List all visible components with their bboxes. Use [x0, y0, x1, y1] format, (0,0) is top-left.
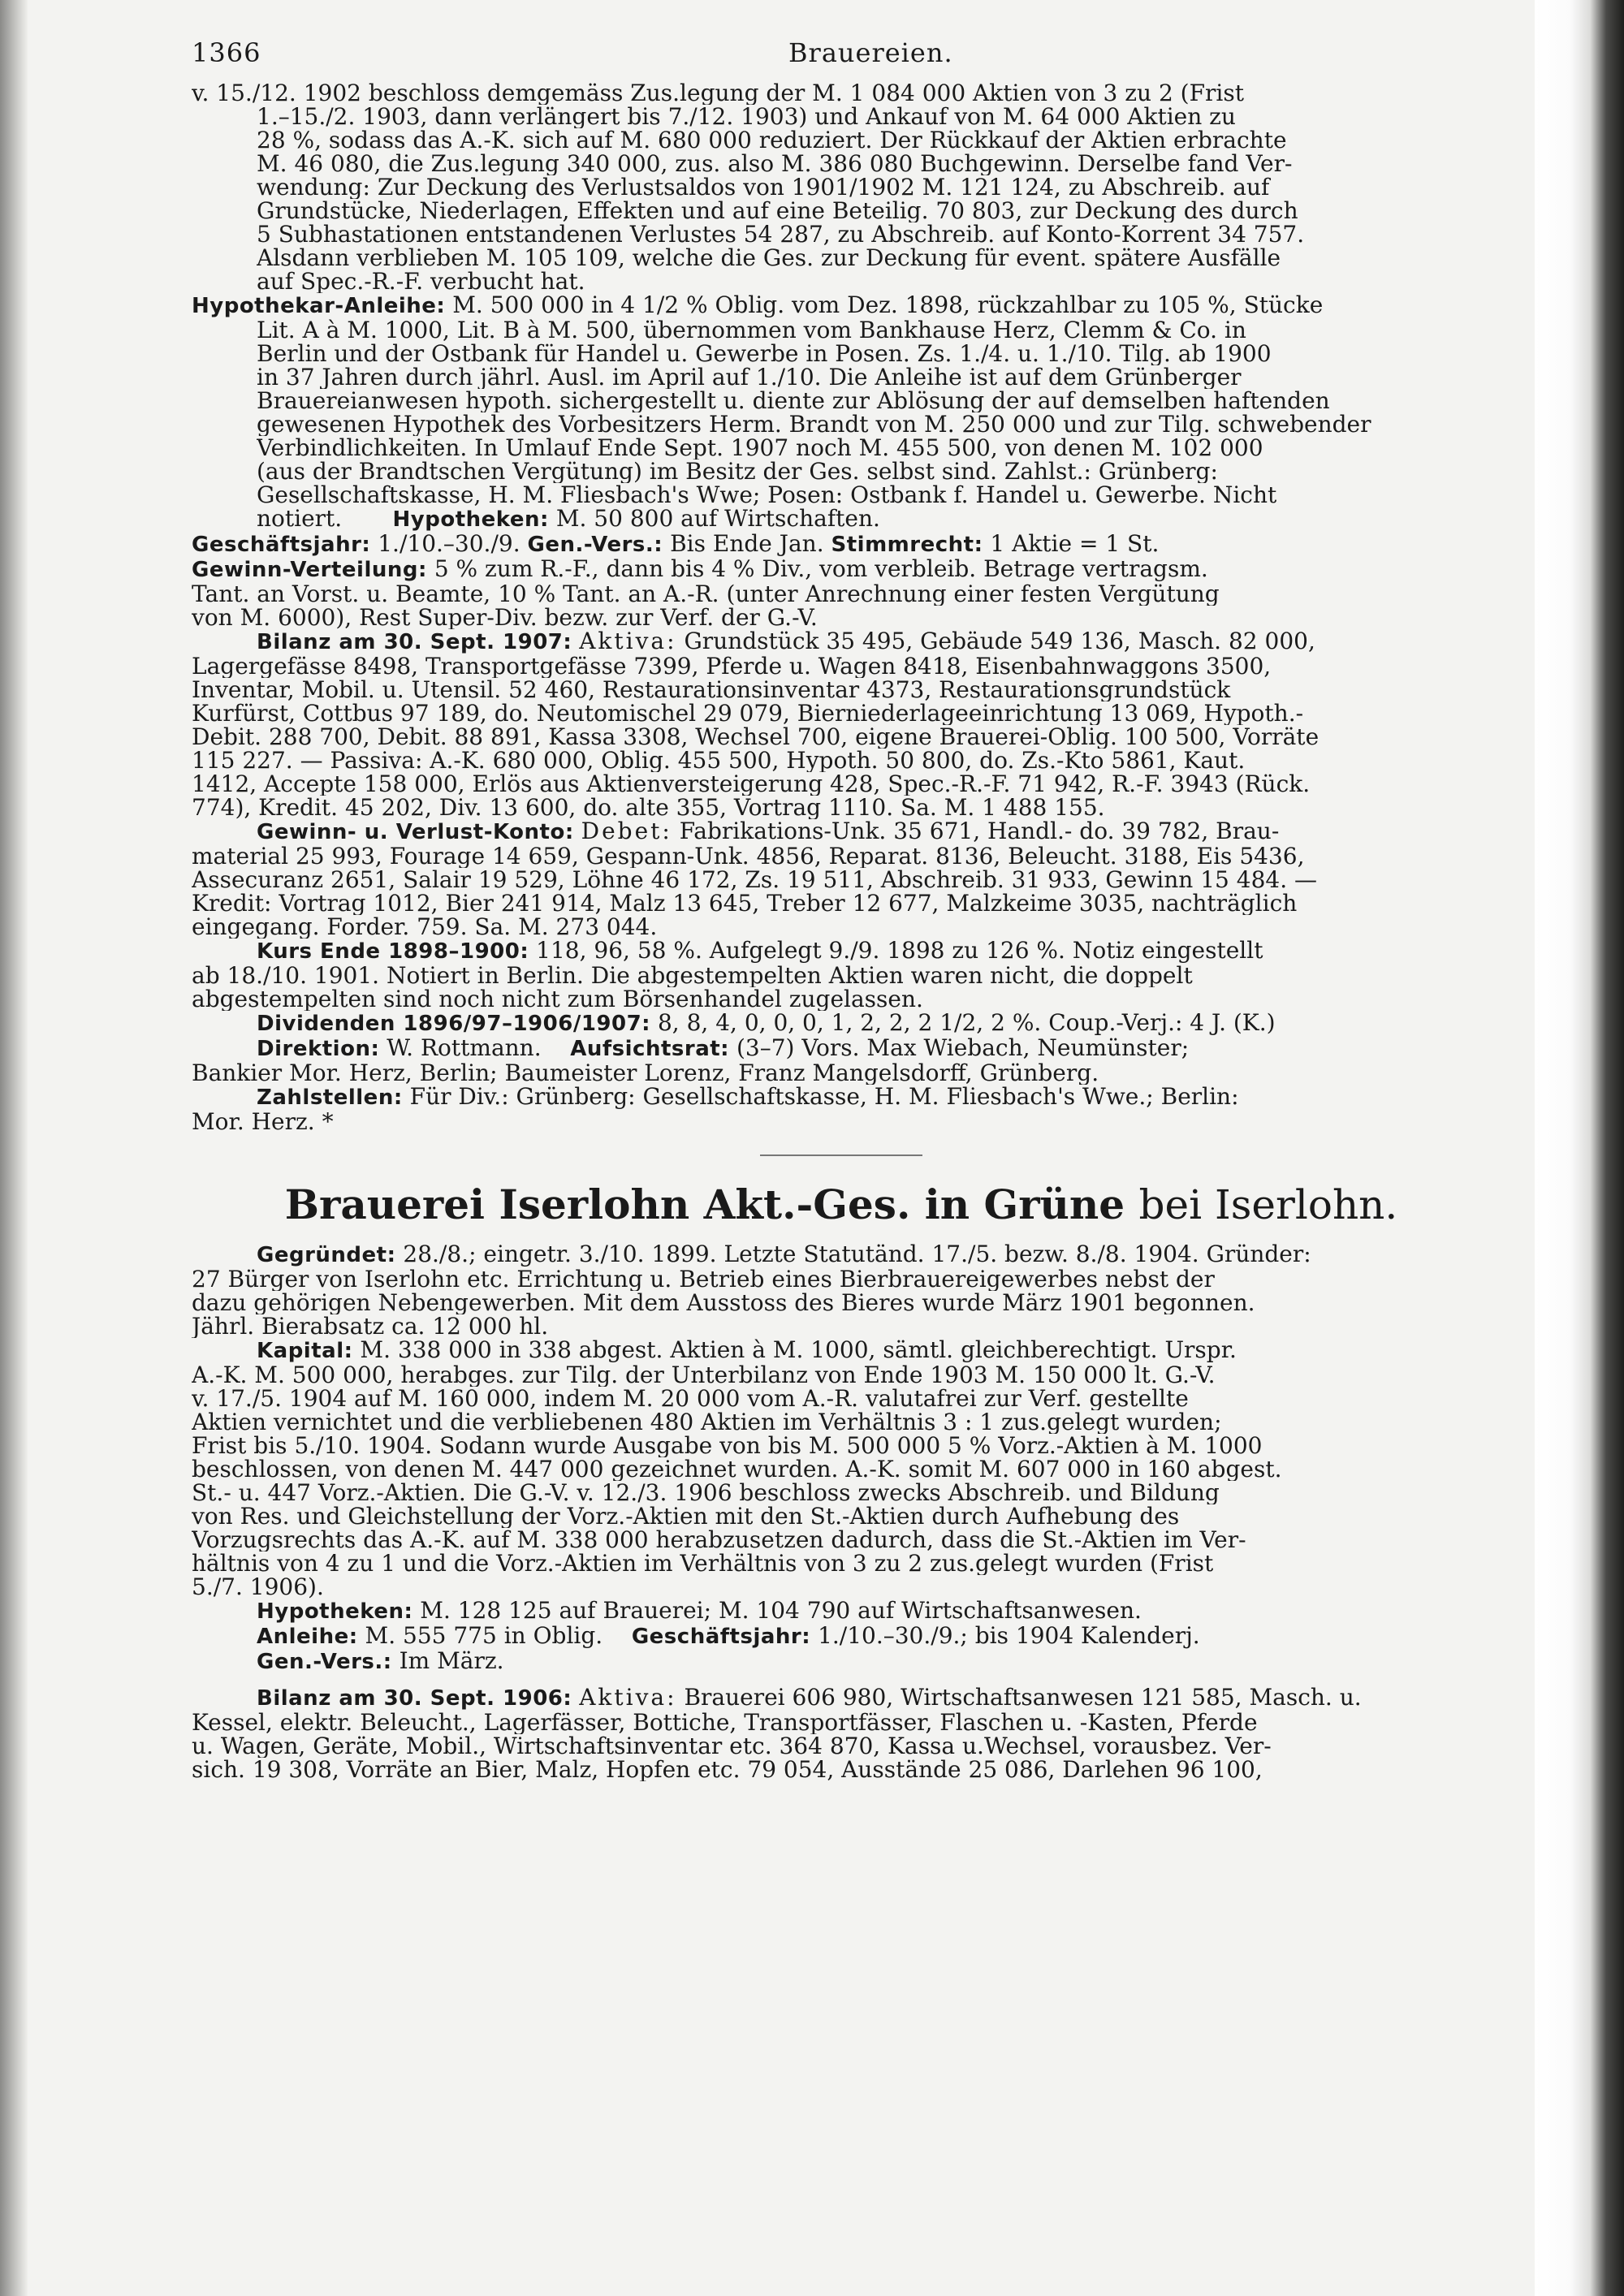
text-span: Fabrikations-Unk. 35 671, Handl.- do. 39 782, Brau- [679, 819, 1280, 844]
text-line: ab 18./10. 1901. Notiert in Berlin. Die abgestempelten Aktien waren nicht, die doppelt [192, 964, 1193, 987]
text-line: Alsdann verblieben M. 105 109, welche die Ges. zur Deckung für event. spätere Ausfälle [257, 246, 1281, 270]
page-header [192, 32, 1491, 81]
text-line [192, 1036, 1491, 1061]
text-span: Grundstück 35 495, Gebäude 549 136, Masch. 82 000, [684, 629, 1315, 654]
paragraph-dividenden [192, 1011, 1491, 1036]
text-span: Debet: [581, 819, 672, 844]
text-line [192, 532, 1491, 557]
text-span: 1./10.–30./9. [378, 532, 520, 557]
text-line: Jährl. Bierabsatz ca. 12 000 hl. [192, 1314, 549, 1338]
text-line: v. 15./12. 1902 beschloss demgemäss Zus.legung der M. 1 084 000 Aktien von 3 zu 2 (Frist [192, 81, 1244, 105]
field-label: Bilanz am 30. Sept. 1907: [257, 630, 572, 654]
scan-edge-left [0, 0, 28, 2296]
text-span: M. 128 125 auf Brauerei; M. 104 790 auf Wirtschaftsanwesen. [420, 1599, 1142, 1624]
text-line: Inventar, Mobil. u. Utensil. 52 460, Restaurationsinventar 4373, Restaurationsgrundstück [192, 678, 1231, 701]
text-line: 115 227. — Passiva: A.-K. 680 000, Oblig. 455 500, Hypoth. 50 800, do. Zs.-Kto 5861, Kaut. [192, 749, 1246, 772]
text-line [192, 819, 1491, 844]
field-label: Direktion: [257, 1037, 380, 1061]
company-location: bei Iserlohn. [1138, 1181, 1398, 1228]
running-title: Brauereien. [788, 37, 953, 68]
field-label: Bilanz am 30. Sept. 1906: [257, 1686, 572, 1711]
text-line: Kredit: Vortrag 1012, Bier 241 914, Malz 13 645, Treber 12 677, Malzkeime 3035, nachträglich [192, 891, 1298, 915]
field-label: Zahlstellen: [257, 1085, 403, 1110]
text-line: 27 Bürger von Iserlohn etc. Errichtung u. Betrieb eines Bierbrauereigewerbes nebst der [192, 1267, 1215, 1291]
text-line: sich. 19 308, Vorräte an Bier, Malz, Hopfen etc. 79 054, Ausstände 25 086, Darlehen 96 100, [192, 1758, 1263, 1781]
text-span: M. 500 000 in 4 1/2 % Oblig. vom Dez. 1898, rückzahlbar zu 105 %, Stücke [452, 293, 1324, 318]
paragraph-gen-vers [192, 1649, 1491, 1674]
text-span: 1./10.–30./9.; bis 1904 Kalenderj. [818, 1624, 1200, 1649]
text-line: hältnis von 4 zu 1 und die Vorz.-Aktien im Verhältnis von 3 zu 2 zus.gelegt wurden (Frist [192, 1552, 1214, 1575]
text-line [192, 1599, 1491, 1624]
text-line [192, 1011, 1491, 1036]
field-label: Anleihe: [257, 1625, 358, 1649]
text-span: M. 338 000 in 338 abgest. Aktien à M. 1000, sämtl. gleichberechtigt. Urspr. [360, 1338, 1237, 1363]
paragraph-direktion [192, 1036, 1491, 1085]
text-line [192, 1085, 1491, 1110]
page-number: 1366 [192, 37, 261, 68]
text-span: W. Rottmann. [387, 1036, 542, 1061]
text-span: Für Div.: Grünberg: Gesellschaftskasse, H. M. Fliesbach's Wwe.; Berlin: [409, 1085, 1239, 1110]
text-span: 8, 8, 4, 0, 0, 0, 1, 2, 2, 2 1/2, 2 %. Coup.-Verj.: 4 J. (K.) [657, 1011, 1276, 1036]
text-line: 5 Subhastationen entstandenen Verlustes 54 287, zu Abschreib. auf Konto-Korrent 34 757. [257, 222, 1305, 246]
text-line [192, 293, 1491, 318]
text-line: St.- u. 447 Vorz.-Aktien. Die G.-V. v. 12./3. 1906 beschloss zwecks Abschreib. und Bildung [192, 1481, 1220, 1504]
text-line [192, 1338, 1491, 1363]
text-line: 1412, Accepte 158 000, Erlös aus Aktienversteigerung 428, Spec.-R.-F. 71 942, R.-F. 3943 (Rück. [192, 772, 1311, 796]
field-label: Kapital: [257, 1339, 353, 1363]
text-line [192, 557, 1491, 582]
paragraph-geschaeftsjahr [192, 532, 1491, 557]
paragraph-hypothekar-anleihe [192, 293, 1491, 532]
paragraph-bilanz-1907 [192, 629, 1491, 819]
company-heading [192, 1179, 1491, 1231]
text-span: 118, 96, 58 %. Aufgelegt 9./9. 1898 zu 126 %. Notiz eingestellt [536, 939, 1263, 964]
text-line [192, 939, 1491, 964]
text-span: Aktiva: [579, 1685, 677, 1711]
field-label: Gewinn- u. Verlust-Konto: [257, 820, 574, 844]
book-page [192, 32, 1491, 2290]
text-line: Grundstücke, Niederlagen, Effekten und auf eine Beteilig. 70 803, zur Deckung des durch [257, 199, 1298, 222]
text-line: Verbindlichkeiten. In Umlauf Ende Sept. 1907 noch M. 455 500, von denen M. 102 000 [257, 436, 1263, 460]
text-line [192, 1685, 1491, 1711]
text-line: Kessel, elektr. Beleucht., Lagerfässer, Bottiche, Transportfässer, Flaschen u. -Kasten, Pferde [192, 1711, 1258, 1734]
text-line [192, 1242, 1491, 1267]
text-line [192, 1624, 1491, 1649]
text-span: 5 % zum R.-F., dann bis 4 % Div., vom verbleib. Betrage vertragsm. [434, 557, 1208, 582]
paragraph-kapital [192, 1338, 1491, 1599]
text-span: 1 Aktie = 1 St. [990, 532, 1160, 557]
text-line: Lit. A à M. 1000, Lit. B à M. 500, übernommen vom Bankhause Herz, Clemm & Co. in [257, 318, 1246, 342]
text-line: in 37 Jahren durch jährl. Ausl. im April auf 1./10. Die Anleihe ist auf dem Grünberger [257, 365, 1242, 389]
text-line: Gesellschaftskasse, H. M. Fliesbach's Wwe; Posen: Ostbank f. Handel u. Gewerbe. Nicht [257, 483, 1277, 507]
scan-edge-right [1535, 0, 1624, 2296]
text-span: notiert. [257, 507, 343, 532]
text-line: v. 17./5. 1904 auf M. 160 000, indem M. 20 000 vom A.-R. valutafrei zur Verf. gestellte [192, 1387, 1189, 1410]
text-line [192, 1649, 1491, 1674]
text-line: M. 46 080, die Zus.legung 340 000, zus. also M. 386 080 Buchgewinn. Derselbe fand Ver- [257, 152, 1293, 175]
text-line: abgestempelten sind noch nicht zum Börsenhandel zugelassen. [192, 987, 923, 1011]
text-line [257, 507, 1491, 532]
text-line: von M. 6000), Rest Super-Div. bezw. zur Verf. der G.-V. [192, 606, 818, 629]
text-line: Assecuranz 2651, Salair 19 529, Löhne 46 172, Zs. 19 511, Abschreib. 31 933, Gewinn 15 484. — [192, 868, 1317, 891]
paragraph-bilanz-1906 [192, 1685, 1491, 1781]
text-span: Bis Ende Jan. [670, 532, 824, 557]
field-label: Gen.-Vers.: [257, 1650, 392, 1674]
paragraph-hypotheken [192, 1599, 1491, 1624]
paragraph-gewinn-verteilung [192, 557, 1491, 629]
field-label: Aufsichtsrat: [570, 1037, 730, 1061]
text-line: auf Spec.-R.-F. verbucht hat. [257, 270, 585, 293]
company-name: Brauerei Iserlohn Akt.-Ges. in Grüne [284, 1180, 1125, 1228]
text-line: gewesenen Hypothek des Vorbesitzers Herm. Brandt von M. 250 000 und zur Tilg. schwebender [257, 412, 1371, 436]
field-label: Gen.-Vers.: [527, 533, 663, 557]
text-line: (aus der Brandtschen Vergütung) im Besitz der Ges. selbst sind. Zahlst.: Grünberg: [257, 460, 1218, 483]
text-line: u. Wagen, Geräte, Mobil., Wirtschaftsinventar etc. 364 870, Kassa u.Wechsel, vorausbez. Ver- [192, 1734, 1272, 1758]
field-label: Kurs Ende 1898–1900: [257, 939, 529, 964]
text-line: Frist bis 5./10. 1904. Sodann wurde Ausgabe von bis M. 500 000 5 % Vorz.-Aktien à M. 1000 [192, 1434, 1263, 1457]
section-divider [760, 1154, 922, 1156]
paragraph-intro [192, 81, 1491, 293]
text-line: 774), Kredit. 45 202, Div. 13 600, do. alte 355, Vortrag 1110. Sa. M. 1 488 155. [192, 796, 1105, 819]
field-label: Gewinn-Verteilung: [192, 558, 427, 582]
field-label: Geschäftsjahr: [192, 533, 371, 557]
text-span: (3–7) Vors. Max Wiebach, Neumünster; [736, 1036, 1190, 1061]
text-line: von Res. und Gleichstellung der Vorz.-Aktien mit den St.-Aktien durch Aufhebung des [192, 1504, 1180, 1528]
paragraph-gegruendet [192, 1242, 1491, 1338]
text-span: Im März. [399, 1649, 504, 1674]
field-label: Stimmrecht: [831, 533, 983, 557]
text-span: M. 555 775 in Oblig. [365, 1624, 603, 1649]
text-span: Aktiva: [579, 629, 677, 654]
field-label: Dividenden 1896/97–1906/1907: [257, 1012, 651, 1036]
paragraph-anleihe [192, 1624, 1491, 1649]
paragraph-gewinn-verlust [192, 819, 1491, 939]
paragraph-kurs [192, 939, 1491, 1011]
field-label: Hypotheken: [392, 507, 549, 532]
field-label: Hypotheken: [257, 1599, 413, 1624]
text-line: beschlossen, von denen M. 447 000 gezeichnet wurden. A.-K. somit M. 607 000 in 160 abgest. [192, 1457, 1282, 1481]
paragraph-zahlstellen [192, 1085, 1491, 1133]
text-span: M. 50 800 auf Wirtschaften. [555, 507, 880, 532]
text-line: Vorzugsrechts das A.-K. auf M. 338 000 herabzusetzen dadurch, dass die St.-Aktien im Ver- [192, 1528, 1246, 1552]
text-line: Brauereianwesen hypoth. sichergestellt u. diente zur Ablösung der auf demselben haftenden [257, 389, 1330, 412]
text-line: 28 %, sodass das A.-K. sich auf M. 680 000 reduziert. Der Rückkauf der Aktien erbrachte [257, 128, 1287, 152]
section-previous-company [192, 81, 1491, 1133]
text-line: A.-K. M. 500 000, herabges. zur Tilg. der Unterbilanz von Ende 1903 M. 150 000 lt. G.-V. [192, 1363, 1216, 1387]
text-line: eingegang. Forder. 759. Sa. M. 273 044. [192, 915, 658, 939]
text-line: Tant. an Vorst. u. Beamte, 10 % Tant. an A.-R. (unter Anrechnung einer festen Vergütung [192, 582, 1220, 606]
field-label: Geschäftsjahr: [631, 1625, 811, 1649]
text-line: Lagergefässe 8498, Transportgefässe 7399, Pferde u. Wagen 8418, Eisenbahnwaggons 3500, [192, 654, 1272, 678]
text-line [192, 629, 1491, 654]
text-line: Berlin und der Ostbank für Handel u. Gewerbe in Posen. Zs. 1./4. u. 1./10. Tilg. ab 1900 [257, 342, 1272, 365]
text-line: Mor. Herz. * [192, 1110, 334, 1133]
text-line: Kurfürst, Cottbus 97 189, do. Neutomischel 29 079, Bierniederlageeinrichtung 13 069, Hypoth.- [192, 701, 1304, 725]
text-line: 5./7. 1906). [192, 1575, 324, 1599]
text-span: Brauerei 606 980, Wirtschaftsanwesen 121 585, Masch. u. [684, 1685, 1362, 1711]
text-line: wendung: Zur Deckung des Verlustsaldos von 1901/1902 M. 121 124, zu Abschreib. auf [257, 175, 1270, 199]
text-line: Bankier Mor. Herz, Berlin; Baumeister Lorenz, Franz Mangelsdorff, Grünberg. [192, 1061, 1099, 1085]
text-line: dazu gehörigen Nebengewerben. Mit dem Ausstoss des Bieres wurde März 1901 begonnen. [192, 1291, 1255, 1314]
section-brauerei-iserlohn [192, 1242, 1491, 1781]
text-line: material 25 993, Fourage 14 659, Gespann-Unk. 4856, Reparat. 8136, Beleucht. 3188, Eis 5436, [192, 844, 1305, 868]
field-label: Hypothekar-Anleihe: [192, 294, 446, 318]
field-label: Gegründet: [257, 1243, 396, 1267]
text-line: Debit. 288 700, Debit. 88 891, Kassa 3308, Wechsel 700, eigene Brauerei-Oblig. 100 500, Vorräte [192, 725, 1320, 749]
text-span: 28./8.; eingetr. 3./10. 1899. Letzte Statutänd. 17./5. bezw. 8./8. 1904. Gründer: [403, 1242, 1311, 1267]
text-line: 1.–15./2. 1903, dann verlängert bis 7./12. 1903) und Ankauf von M. 64 000 Aktien zu [257, 105, 1236, 128]
text-line: Aktien vernichtet und die verbliebenen 480 Aktien im Verhältnis 3 : 1 zus.gelegt wurden; [192, 1410, 1222, 1434]
